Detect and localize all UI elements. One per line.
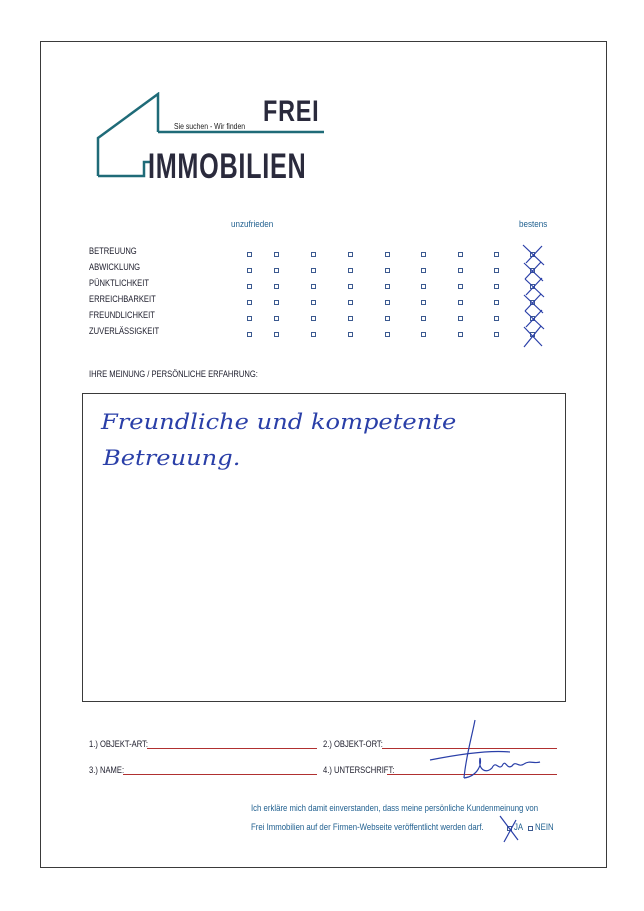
rating-checkbox[interactable] bbox=[348, 252, 353, 257]
logo-word-immobilien: IMMOBILIEN bbox=[148, 147, 307, 186]
rating-checkbox[interactable] bbox=[247, 284, 252, 289]
rating-row-label: BETREUUNG bbox=[89, 246, 137, 257]
company-logo bbox=[96, 92, 326, 187]
consent-ja-label: JA bbox=[514, 822, 524, 833]
rating-checkbox[interactable] bbox=[311, 252, 316, 257]
rating-checkbox[interactable] bbox=[458, 316, 463, 321]
rating-checkbox[interactable] bbox=[247, 268, 252, 273]
rating-checkbox[interactable] bbox=[311, 316, 316, 321]
opinion-textarea[interactable] bbox=[82, 393, 566, 702]
opinion-text-line1: Freundliche und kompetente bbox=[101, 410, 457, 434]
rating-checkbox[interactable] bbox=[494, 300, 499, 305]
logo-tagline: Sie suchen - Wir finden bbox=[174, 122, 246, 131]
rating-checkbox[interactable] bbox=[385, 316, 390, 321]
consent-nein-checkbox[interactable] bbox=[528, 826, 533, 831]
scale-low-label: unzufrieden bbox=[231, 219, 274, 230]
rating-row-label: ZUVERLÄSSIGKEIT bbox=[89, 326, 160, 337]
rating-checkbox[interactable] bbox=[385, 268, 390, 273]
opinion-text-line2: Betreuung. bbox=[103, 446, 241, 470]
rating-checkbox[interactable] bbox=[274, 332, 279, 337]
rating-checkbox[interactable] bbox=[311, 268, 316, 273]
handwritten-signature bbox=[420, 716, 560, 788]
rating-checkbox[interactable] bbox=[274, 268, 279, 273]
rating-checkbox[interactable] bbox=[494, 268, 499, 273]
opinion-label: IHRE MEINUNG / PERSÖNLICHE ERFAHRUNG: bbox=[89, 369, 258, 380]
rating-checkbox[interactable] bbox=[494, 252, 499, 257]
rating-checkbox[interactable] bbox=[247, 252, 252, 257]
checkmarks-best-column bbox=[520, 243, 550, 351]
rating-checkbox[interactable] bbox=[274, 316, 279, 321]
rating-checkbox[interactable] bbox=[385, 300, 390, 305]
rating-row-label: ABWICKLUNG bbox=[89, 262, 141, 273]
consent-text-line1: Ich erkläre mich damit einverstanden, dass meine persönliche Kundenmeinung von bbox=[251, 803, 539, 814]
rating-checkbox[interactable] bbox=[348, 316, 353, 321]
rating-checkbox[interactable] bbox=[494, 316, 499, 321]
scale-high-label: bestens bbox=[519, 219, 548, 230]
rating-checkbox[interactable] bbox=[458, 300, 463, 305]
rating-checkbox[interactable] bbox=[385, 284, 390, 289]
rating-checkbox[interactable] bbox=[458, 252, 463, 257]
consent-text-line2: Frei Immobilien auf der Firmen-Webseite veröffentlicht werden darf. bbox=[251, 822, 484, 833]
rating-checkbox[interactable] bbox=[348, 268, 353, 273]
rating-checkbox[interactable] bbox=[385, 252, 390, 257]
rating-checkbox[interactable] bbox=[311, 332, 316, 337]
objekt-art-field[interactable] bbox=[147, 748, 317, 749]
rating-checkbox[interactable] bbox=[421, 284, 426, 289]
rating-checkbox[interactable] bbox=[247, 332, 252, 337]
rating-row-label: FREUNDLICHKEIT bbox=[89, 310, 155, 321]
rating-checkbox[interactable] bbox=[421, 332, 426, 337]
rating-checkbox[interactable] bbox=[458, 284, 463, 289]
rating-checkbox[interactable] bbox=[421, 252, 426, 257]
unterschrift-label: 4.) UNTERSCHRIFT: bbox=[323, 765, 395, 776]
rating-checkbox[interactable] bbox=[421, 300, 426, 305]
logo-word-frei: FREI bbox=[263, 95, 320, 128]
rating-row-label: PÜNKTLICHKEIT bbox=[89, 278, 149, 289]
name-label: 3.) NAME: bbox=[89, 765, 125, 776]
rating-checkbox[interactable] bbox=[421, 268, 426, 273]
rating-checkbox[interactable] bbox=[311, 300, 316, 305]
rating-checkbox[interactable] bbox=[348, 284, 353, 289]
objekt-ort-label: 2.) OBJEKT-ORT: bbox=[323, 739, 383, 750]
rating-row-label: ERREICHBARKEIT bbox=[89, 294, 156, 305]
rating-checkbox[interactable] bbox=[274, 284, 279, 289]
rating-checkbox[interactable] bbox=[494, 332, 499, 337]
consent-nein-label: NEIN bbox=[535, 822, 554, 833]
rating-checkbox[interactable] bbox=[311, 284, 316, 289]
rating-checkbox[interactable] bbox=[274, 252, 279, 257]
rating-checkbox[interactable] bbox=[494, 284, 499, 289]
rating-checkbox[interactable] bbox=[385, 332, 390, 337]
rating-checkbox[interactable] bbox=[348, 332, 353, 337]
rating-checkbox[interactable] bbox=[458, 268, 463, 273]
rating-checkbox[interactable] bbox=[421, 316, 426, 321]
rating-checkbox[interactable] bbox=[247, 316, 252, 321]
rating-checkbox[interactable] bbox=[274, 300, 279, 305]
name-field[interactable] bbox=[123, 774, 317, 775]
rating-checkbox[interactable] bbox=[247, 300, 252, 305]
rating-checkbox[interactable] bbox=[348, 300, 353, 305]
objekt-art-label: 1.) OBJEKT-ART: bbox=[89, 739, 148, 750]
rating-checkbox[interactable] bbox=[458, 332, 463, 337]
